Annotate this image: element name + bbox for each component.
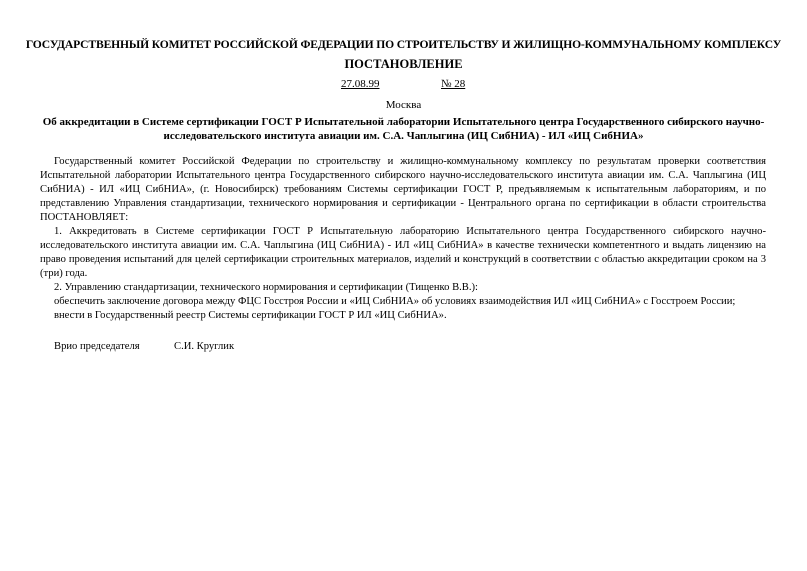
issuing-authority: ГОСУДАРСТВЕННЫЙ КОМИТЕТ РОССИЙСКОЙ ФЕДЕРАЦИИ ПО СТРОИТЕЛЬСТВУ И ЖИЛИЩНО-КОММУНАЛЬНОМУ КОМПЛЕКСУ — [25, 38, 782, 51]
signatory-name: С.И. Круглик — [174, 341, 235, 352]
clause-2-paragraph: 2. Управлению стандартизации, технического нормирования и сертификации (Тищенко В.В.): — [54, 282, 478, 293]
document-date: 27.08.99 — [341, 78, 380, 90]
preamble-paragraph: Государственный комитет Российской Федерации по строительству и жилищно-коммунальному комплексу по результатам проверки соответствия Испытательной лаборатории Испытательного центра Государственного сибирского научно-исследовательского института авиации им. С.А. Чаплыгина (ИЦ СибНИА) - ИЛ «ИЦ СибНИА», (г. Новосибирск) требованиям Системы сертификации ГОСТ Р, предъявляемым к испытательным лабораториям, и по представлению Управления стандартизации, технического нормирования и сертификации - Центрального органа по сертификации в области строительства ПОСТАНОВЛЯЕТ: — [40, 156, 766, 223]
signatory-position: Врио председателя — [54, 341, 140, 352]
document-number: № 28 — [441, 78, 466, 90]
clause-1-paragraph: 1. Аккредитовать в Системе сертификации ГОСТ Р Испытательную лабораторию Испытательного центра Государственного сибирского научно-исследовательского института авиации им. С.А. Чаплыгина (ИЦ СибНИА) - ИЛ «ИЦ СибНИА» в качестве технически компетентного и выдать лицензию на право проведения испытаний для целей сертификации строительных материалов, изделий и конструкций в соответствии с областью аккредитации сроком на 3 (три) года. — [40, 226, 766, 279]
document-type-title: ПОСТАНОВЛЕНИЕ — [344, 57, 463, 71]
document-city: Москва — [385, 99, 422, 111]
document-body — [40, 155, 766, 323]
document-subject: Об аккредитации в Системе сертификации ГОСТ Р Испытательной лаборатории Испытательного центра Государственного сибирского научно-исследовательского института авиации им. С.А. Чаплыгина (ИЦ СибНИА) - ИЛ «ИЦ СибНИА» — [42, 116, 765, 142]
clause-2-item-1: обеспечить заключение договора между ФЦС Госстроя России и «ИЦ СибНИА» об условиях взаимодействия ИЛ «ИЦ СибНИА» с Госстроем России; — [54, 296, 736, 307]
signature-block — [54, 341, 235, 352]
date-number-row — [341, 78, 466, 90]
clause-2-item-2: внести в Государственный реестр Системы сертификации ГОСТ Р ИЛ «ИЦ СибНИА». — [54, 310, 447, 321]
